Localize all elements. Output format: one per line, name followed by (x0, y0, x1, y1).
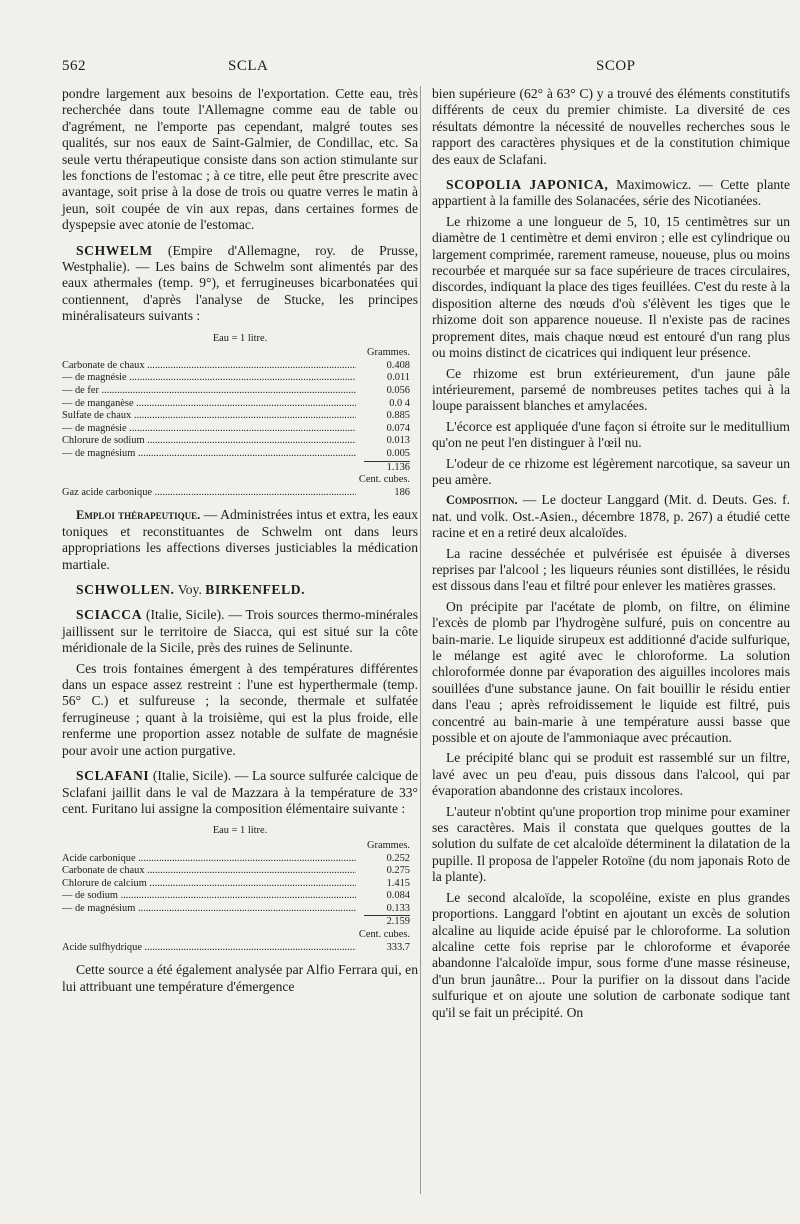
row-value: 0.005 (386, 448, 410, 460)
table-row (62, 865, 418, 878)
row-name: Acide sulfhydrique ..... (62, 942, 356, 955)
paragraph: La racine desséchée et pulvérisée est épuisée à diverses reprises par l'alcool ; les liqueurs réunies sont distillées, le résidu est dissous dans l'eau et filtré pour enlever les matières grasses. (432, 545, 790, 594)
headword: SCOPOLIA JAPONICA, (446, 177, 609, 193)
subheading: Composition. (446, 493, 518, 508)
table-row (62, 890, 418, 903)
row-value: 0.084 (386, 890, 410, 902)
entry-schwelm (62, 243, 418, 325)
row-value: 0.011 (387, 372, 410, 384)
table-unit: Grammes. (367, 839, 410, 851)
paragraph: Ces trois fontaines émergent à des températures différentes dans un espace assez restreint : l'une est hyperthermale (temp. 56° C.) et sulfureuse ; la seconde, thermale et sulfatée ferrugineuse ; quant à la troisième, qui est la plus froide, elle renferme une proportion assez notable de sulfate de magnésie pour avoir une action purgative. (62, 660, 418, 758)
paragraph: L'auteur n'obtint qu'une proportion trop minime pour examiner ses caractères. Mais il constata que quelques gouttes de la solution du sulfate de cet alcaloïde déterminent la dilatation de la pupille. Il proposa de l'appeler Rotoïne (du nom japonais Roto de la plante). (432, 803, 790, 885)
row-name: — de magnésium ..... (62, 448, 356, 461)
table-total: 2.159 (386, 916, 410, 928)
row-value: 0.074 (386, 422, 410, 434)
headword: SCLAFANI (76, 768, 150, 784)
row-value: 0.013 (386, 435, 410, 447)
table-row (62, 487, 418, 500)
entry-text: — Le docteur Langgard (Mit. d. Deuts. Ges. f. nat. und volk. Ost.-Asien., décembre 1878, p. 267) a étudié cette racine et en a retiré deux alcaloïdes. (432, 492, 790, 541)
table-unit-gas: Cent. cubes. (358, 474, 410, 486)
page-number: 562 (62, 58, 86, 74)
table-row (62, 942, 418, 955)
table-unit-gas: Cent. cubes. (358, 929, 410, 941)
entry-schwollen (62, 582, 418, 598)
entry-emploi (62, 507, 418, 573)
entry-sciacca (62, 607, 418, 656)
composition-table (62, 333, 418, 500)
row-name: — de manganèse ..... (62, 398, 356, 411)
row-name: Sulfate de chaux ..... (62, 410, 356, 423)
table-row (62, 903, 418, 916)
row-name: — de magnésie ..... (62, 372, 356, 385)
running-head-right: SCOP (596, 58, 636, 74)
table-caption: Eau = 1 litre. (212, 332, 268, 344)
row-name: Carbonate de chaux ..... (62, 360, 356, 373)
paragraph: Ce rhizome est brun extérieurement, d'un jaune pâle intérieurement, parsemé de nombreuses petites taches qui à la loupe paraissent blanches et amylacées. (432, 365, 790, 414)
row-name: Gaz acide carbonique ..... (62, 487, 356, 500)
row-value: 0.056 (386, 385, 410, 397)
entry-composition (432, 492, 790, 541)
left-column (62, 86, 418, 999)
table-caption: Eau = 1 litre. (212, 825, 268, 837)
cross-reference: BIRKENFELD. (205, 582, 306, 598)
entry-text: (Italie, Sicile). — Trois sources thermo-minérales jaillissent sur le territoire de Siacca, qui est situé sur la côte méridionale de la Sicile, près des ruines de Selinunte. (62, 607, 418, 656)
row-name: Chlorure de sodium ..... (62, 435, 356, 448)
paragraph: Cette source a été également analysée par Alfio Ferrara qui, en lui attribuant une température d'émergence (62, 962, 418, 994)
row-value: 0.252 (386, 852, 410, 864)
entry-text: Maximowicz. — Cette plante appartient à la famille des Solanacées, série des Nicotianées. (432, 177, 790, 209)
table-rows (62, 853, 418, 916)
entry-sclafani (62, 768, 418, 817)
paragraph: Le rhizome a une longueur de 5, 10, 15 centimètres sur un diamètre de 1 centimètre et demi environ ; elle est cylindrique ou largement comprimée, rarement rameuse, noueuse, plus ou moins recourbée et marquée sur sa face supérieure de traces circulaires, discordes, indiquant la place des tiges feuillées. C'est du reste à la disposition alterne des nœuds d'où s'élèvent les tiges que le rhizome doit son apparence noueuse. Il n'existe pas de racines proprement dites, mais chaque nœud est entouré d'un rang plus ou moins distinct de cicatrices qui indiquent leur présence. (432, 213, 790, 361)
row-value: 186 (394, 486, 410, 498)
headword: SCHWELM (76, 242, 153, 258)
headword: SCHWOLLEN. (76, 582, 175, 598)
table-row (62, 853, 418, 866)
table-row (62, 878, 418, 891)
paragraph: pondre largement aux besoins de l'exportation. Cette eau, très recherchée dans toute l'Allemagne comme eau de table ou d'agrément, ne l'emporte pas cependant, malgré toutes ses qualités, sur nos eaux de Saint-Galmier, de Condillac, etc. Sa seule vertu thérapeutique consiste dans son action stimulante sur les fonctions de l'estomac ; à ce titre, elle peut être prescrite avec avantage, soit prise à la dose de trois ou quatre verres le matin à jeun, soit coupée de vin aux repas, dans certaines formes de dyspepsie avec atonie de l'estomac. (62, 86, 418, 233)
row-value: 0.885 (386, 410, 410, 422)
paragraph: L'écorce est appliquée d'une façon si étroite sur le meditullium qu'on ne peut l'en distinguer à l'œil nu. (432, 418, 790, 451)
entry-text: (Empire d'Allemagne, roy. de Prusse, Westphalie). — Les bains de Schwelm sont alimentés par des eaux athermales (temp. 9°), et ferrugineuses bicarbonatées qui contiennent, d'après l'analyse de Stucke, les principes minéralisateurs suivants : (62, 242, 418, 324)
subheading: Emploi thérapeutique. (76, 508, 201, 523)
entry-scopolia (432, 177, 790, 210)
paragraph: L'odeur de ce rhizome est légèrement narcotique, sa saveur un peu amère. (432, 455, 790, 487)
table-row (62, 385, 418, 398)
see-label: Voy. (174, 582, 206, 598)
paragraph: Le second alcaloïde, la scopoléine, existe en plus grandes proportions. Langgard l'obtint en ajoutant un excès de solution alcaline au liquide acide épuisé par le chloroforme. La solution alcaline cette fois reprise par le chloroforme et évaporée abandonne l'alcaloïde impur, sous forme d'une masse résineuse, d'un brun jaunâtre... Pour la purifier on la dissout dans l'acide sulfurique et on ajoute une solution de carbonate sodique tant qu'il se fait un précipité. On (432, 889, 790, 1020)
right-column (432, 86, 790, 1025)
table-row (62, 410, 418, 423)
row-name: — de fer ..... (62, 385, 356, 398)
row-value: 0.408 (386, 359, 410, 371)
table-row (62, 398, 418, 411)
row-name: Acide carbonique ..... (62, 853, 356, 866)
row-name: Chlorure de calcium ..... (62, 878, 356, 891)
paragraph: On précipite par l'acétate de plomb, on filtre, on élimine l'excès de plomb par l'hydrogène sulfuré, puis on concentre au bain-marie. Le liquide sirupeux est additionné d'acide sulfurique, le mélange est agité avec le chloroforme. La solution chloroformée donne par évaporation des aiguilles incolores mais souillées d'une substance jaune. On fait bouillir le résidu entier dans l'eau ; après refroidissement le liquide est filtré, puis concentré au bain-marie à une température aussi basse que possible et on ajoute de l'ammoniaque avec précaution. (432, 598, 790, 746)
entry-text: — Administrées intus et extra, les eaux toniques et reconstituantes de Schwelm ont dans leurs appropriations les affections diverses justiciables la médication martiale. (62, 507, 418, 572)
row-value: 1.415 (386, 877, 410, 889)
composition-table (62, 825, 418, 954)
table-row (62, 448, 418, 461)
row-name: Carbonate de chaux ..... (62, 865, 356, 878)
row-name: — de magnésie ..... (62, 423, 356, 436)
table-row (62, 360, 418, 373)
row-value: 0.275 (386, 865, 410, 877)
row-value: 0.133 (386, 902, 410, 914)
table-rows (62, 360, 418, 461)
row-name: — de sodium ..... (62, 890, 356, 903)
entry-text: (Italie, Sicile). — La source sulfurée calcique de Sclafani jaillit dans le val de Mazzara à la température de 33° cent. Furitano lui assigne la composition élémentaire suivante : (62, 768, 418, 816)
paragraph: Le précipité blanc qui se produit est rassemblé sur un filtre, lavé avec un peu d'eau, puis dissous dans l'alcool, qui par évaporation abandonne des cristaux incolores. (432, 750, 790, 799)
row-value: 333.7 (386, 941, 410, 953)
table-total: 1.136 (386, 461, 410, 473)
row-value: 0.0 4 (389, 397, 410, 409)
table-row (62, 372, 418, 385)
table-unit: Grammes. (367, 347, 410, 359)
column-divider (420, 86, 421, 1194)
paragraph: bien supérieure (62° à 63° C) y a trouvé des éléments constitutifs différents de ceux du premier chimiste. La diversité de ces résultats démontre la nécessité de nouvelles recherches sous le rapport des caractères physiques et de la constitution chimique des eaux de Sclafani. (432, 86, 790, 167)
headword: SCIACCA (76, 607, 143, 623)
row-name: — de magnésium ..... (62, 903, 356, 916)
table-row (62, 423, 418, 436)
table-row (62, 435, 418, 448)
running-head-left: SCLA (228, 58, 269, 74)
